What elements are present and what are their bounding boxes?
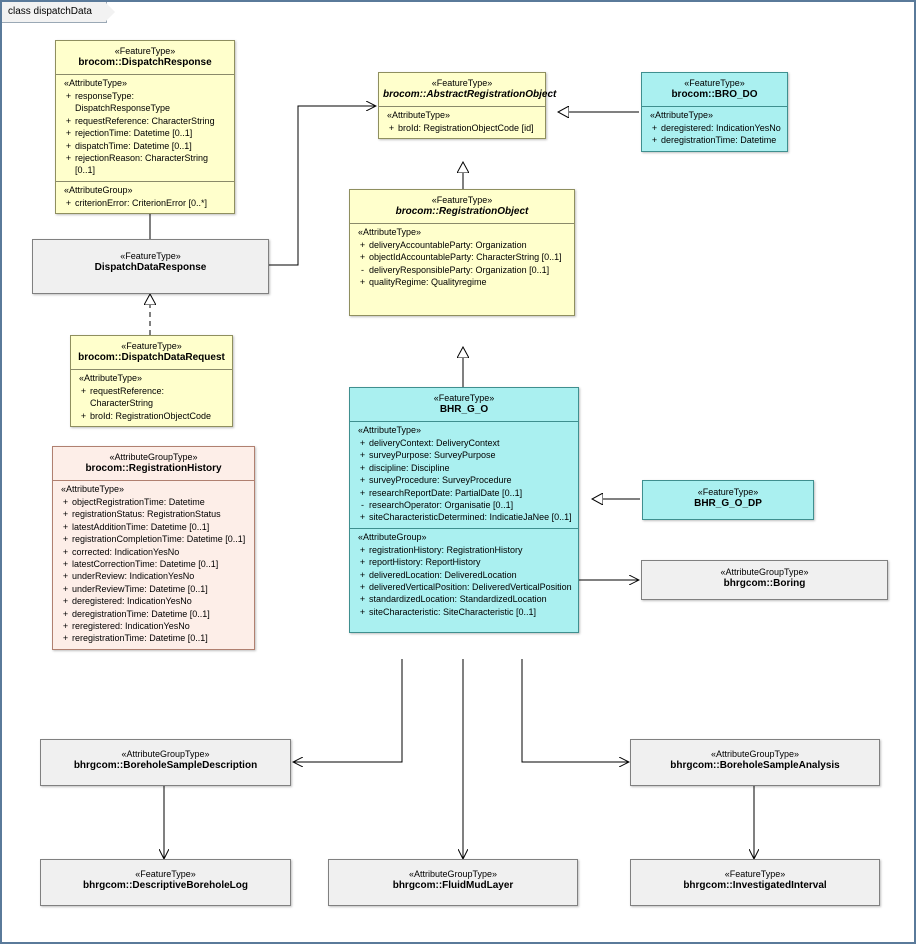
class-registration-history[interactable] bbox=[52, 446, 255, 650]
attribute-row bbox=[57, 620, 250, 632]
class-dispatch-response[interactable] bbox=[55, 40, 235, 214]
attribute-text: registrationCompletionTime: Datetime [0..1] bbox=[72, 534, 246, 545]
visibility: + bbox=[359, 475, 366, 486]
attribute-row bbox=[354, 462, 574, 474]
visibility: + bbox=[65, 91, 72, 101]
visibility: + bbox=[388, 123, 395, 133]
attribute-row bbox=[354, 544, 574, 556]
class-stereotype: «FeatureType» bbox=[120, 251, 181, 261]
attribute-text: criterionError: CriterionError [0..*] bbox=[75, 197, 208, 208]
class-section bbox=[379, 106, 545, 138]
attribute-text: reportHistory: ReportHistory bbox=[369, 557, 481, 568]
class-header bbox=[350, 190, 574, 223]
class-stereotype: «FeatureType» bbox=[433, 393, 495, 403]
attribute-row bbox=[57, 595, 250, 607]
class-stereotype: «AttributeGroupType» bbox=[121, 749, 210, 759]
attribute-row bbox=[75, 385, 228, 410]
attribute-text: dispatchTime: Datetime [0..1] bbox=[75, 140, 192, 151]
attribute-row bbox=[60, 127, 230, 139]
visibility: + bbox=[651, 123, 658, 133]
attribute-row bbox=[354, 593, 574, 605]
class-section bbox=[350, 528, 578, 632]
class-section bbox=[350, 223, 574, 315]
attribute-row bbox=[354, 487, 574, 499]
visibility: + bbox=[359, 438, 366, 448]
attribute-row bbox=[60, 115, 230, 127]
class-name: brocom::DispatchResponse bbox=[78, 57, 212, 68]
attribute-text: siteCharacteristicDetermined: IndicatieJaNee [0..1] bbox=[369, 512, 572, 523]
attribute-row bbox=[354, 239, 570, 251]
class-header bbox=[631, 860, 879, 897]
visibility: + bbox=[62, 583, 69, 594]
diagram-tab: class dispatchData bbox=[2, 2, 107, 23]
visibility: + bbox=[62, 621, 69, 632]
class-section bbox=[71, 369, 232, 426]
attribute-text: deregistered: IndicationYesNo bbox=[72, 596, 192, 607]
class-boring[interactable] bbox=[641, 560, 888, 600]
attribute-text: qualityRegime: Qualityregime bbox=[369, 277, 487, 288]
attribute-row bbox=[354, 437, 574, 449]
attribute-text: deregistrationTime: Datetime [0..1] bbox=[72, 608, 210, 619]
class-name: bhrgcom::BoreholeSampleDescription bbox=[73, 760, 258, 771]
attribute-row bbox=[57, 546, 250, 558]
class-name: brocom::DispatchDataRequest bbox=[78, 352, 225, 363]
class-header bbox=[71, 336, 232, 369]
attribute-text: standardizedLocation: StandardizedLocation bbox=[369, 594, 547, 605]
visibility: + bbox=[359, 544, 366, 555]
class-name: brocom::BRO_DO bbox=[671, 89, 758, 100]
section-title: «AttributeType» bbox=[650, 110, 714, 120]
attribute-text: rejectionReason: CharacterString [0..1] bbox=[75, 153, 209, 176]
section-title: «AttributeType» bbox=[61, 484, 125, 494]
attribute-row bbox=[354, 251, 570, 263]
attribute-text: underReviewTime: Datetime [0..1] bbox=[72, 583, 208, 594]
attribute-row bbox=[646, 134, 783, 146]
class-descriptive-borehole-log[interactable] bbox=[40, 859, 291, 906]
class-stereotype: «AttributeGroupType» bbox=[408, 869, 498, 879]
attribute-text: surveyPurpose: SurveyPurpose bbox=[369, 450, 496, 461]
attribute-row bbox=[60, 90, 230, 115]
visibility: + bbox=[65, 197, 72, 208]
section-title: «AttributeGroup» bbox=[358, 531, 427, 542]
class-investigated-interval[interactable] bbox=[630, 859, 880, 906]
attribute-row bbox=[354, 264, 570, 276]
attribute-row bbox=[60, 197, 230, 209]
visibility: + bbox=[359, 487, 366, 498]
class-name: bhrgcom::DescriptiveBoreholeLog bbox=[82, 880, 249, 891]
section-title: «AttributeType» bbox=[387, 110, 451, 120]
visibility: + bbox=[65, 115, 72, 126]
section-title: «AttributeType» bbox=[64, 78, 128, 88]
class-section bbox=[56, 181, 234, 213]
visibility: - bbox=[361, 500, 364, 511]
attribute-text: underReview: IndicationYesNo bbox=[72, 571, 195, 582]
class-header bbox=[329, 860, 577, 897]
class-stereotype: «AttributeGroupType» bbox=[109, 452, 198, 462]
attribute-row bbox=[75, 410, 228, 422]
class-dispatch-data-response[interactable] bbox=[32, 239, 269, 294]
class-name: bhrgcom::FluidMudLayer bbox=[392, 880, 514, 891]
visibility: + bbox=[359, 582, 366, 593]
class-header bbox=[642, 73, 787, 106]
attribute-row bbox=[354, 556, 574, 568]
class-borehole-sample-analysis[interactable] bbox=[630, 739, 880, 786]
class-header bbox=[56, 41, 234, 74]
class-stereotype: «FeatureType» bbox=[724, 869, 786, 879]
visibility: + bbox=[359, 240, 366, 250]
class-name: bhrgcom::BoreholeSampleAnalysis bbox=[670, 760, 840, 771]
visibility: - bbox=[361, 264, 364, 275]
class-header bbox=[33, 240, 268, 279]
attribute-text: reregistered: IndicationYesNo bbox=[72, 621, 190, 632]
attribute-text: discipline: Discipline bbox=[369, 462, 450, 473]
class-section bbox=[53, 480, 254, 649]
attribute-text: researchReportDate: PartialDate [0..1] bbox=[369, 487, 523, 498]
visibility: + bbox=[651, 135, 658, 146]
visibility: + bbox=[359, 462, 366, 473]
attribute-row bbox=[57, 632, 250, 644]
visibility: + bbox=[359, 606, 366, 617]
section-title: «AttributeType» bbox=[358, 425, 422, 435]
visibility: + bbox=[62, 596, 69, 607]
attribute-row bbox=[57, 496, 250, 508]
class-stereotype: «FeatureType» bbox=[114, 46, 176, 56]
class-section bbox=[642, 106, 787, 151]
visibility: + bbox=[80, 410, 87, 421]
attribute-text: deliveryResponsibleParty: Organization [0..1] bbox=[369, 264, 550, 275]
attribute-row bbox=[354, 569, 574, 581]
attribute-text: deliveredVerticalPosition: DeliveredVerticalPosition bbox=[369, 582, 572, 593]
attribute-text: registrationHistory: RegistrationHistory bbox=[369, 544, 523, 555]
attribute-text: latestCorrectionTime: Datetime [0..1] bbox=[72, 559, 219, 570]
class-name: DispatchDataResponse bbox=[94, 262, 207, 273]
attribute-text: deliveryContext: DeliveryContext bbox=[369, 438, 500, 448]
class-bhr-g-o[interactable] bbox=[349, 387, 579, 633]
class-stereotype: «FeatureType» bbox=[121, 341, 182, 351]
attribute-text: objectIdAccountableParty: CharacterString [0..1] bbox=[369, 252, 562, 263]
visibility: + bbox=[359, 594, 366, 605]
attribute-text: responseType: DispatchResponseType bbox=[75, 91, 171, 114]
attribute-row bbox=[57, 521, 250, 533]
visibility: + bbox=[62, 559, 69, 570]
attribute-text: corrected: IndicationYesNo bbox=[72, 546, 180, 557]
attribute-text: reregistrationTime: Datetime [0..1] bbox=[72, 633, 208, 644]
attribute-text: broId: RegistrationObjectCode [id] bbox=[398, 123, 534, 133]
class-header bbox=[350, 388, 578, 421]
class-stereotype: «FeatureType» bbox=[431, 195, 493, 205]
visibility: + bbox=[62, 497, 69, 507]
class-name: brocom::RegistrationHistory bbox=[85, 463, 222, 474]
class-fluid-mud-layer[interactable] bbox=[328, 859, 578, 906]
visibility: + bbox=[62, 521, 69, 532]
class-stereotype: «AttributeGroupType» bbox=[710, 749, 800, 759]
class-stereotype: «FeatureType» bbox=[684, 78, 745, 88]
attribute-row bbox=[354, 581, 574, 593]
visibility: + bbox=[65, 153, 72, 164]
attribute-row bbox=[57, 570, 250, 582]
attribute-text: registrationStatus: RegistrationStatus bbox=[72, 509, 221, 520]
visibility: + bbox=[62, 534, 69, 545]
attribute-row bbox=[354, 511, 574, 523]
class-name: brocom::AbstractRegistrationObject bbox=[383, 89, 557, 100]
class-name: bhrgcom::InvestigatedInterval bbox=[683, 880, 827, 891]
attribute-text: broId: RegistrationObjectCode bbox=[90, 410, 212, 421]
class-header bbox=[41, 860, 290, 897]
attribute-row bbox=[57, 583, 250, 595]
visibility: + bbox=[62, 546, 69, 557]
class-stereotype: «AttributeGroupType» bbox=[720, 567, 809, 577]
class-section bbox=[56, 74, 234, 181]
class-name: BHR_G_O bbox=[439, 404, 489, 415]
visibility: + bbox=[62, 633, 69, 644]
class-header bbox=[41, 740, 290, 777]
attribute-row bbox=[57, 508, 250, 520]
visibility: + bbox=[62, 608, 69, 619]
attribute-text: deregistered: IndicationYesNo bbox=[661, 123, 781, 133]
visibility: + bbox=[359, 277, 366, 288]
attribute-text: rejectionTime: Datetime [0..1] bbox=[75, 128, 193, 139]
class-bhr-g-o-dp[interactable] bbox=[642, 480, 814, 520]
attribute-text: deliveryAccountableParty: Organization bbox=[369, 240, 527, 250]
visibility: + bbox=[62, 571, 69, 582]
attribute-row bbox=[354, 474, 574, 486]
attribute-row bbox=[354, 276, 570, 288]
class-borehole-sample-description[interactable] bbox=[40, 739, 291, 786]
class-bro-do[interactable] bbox=[641, 72, 788, 152]
attribute-text: deregistrationTime: Datetime bbox=[661, 135, 777, 146]
class-registration-object[interactable] bbox=[349, 189, 575, 316]
attribute-row bbox=[60, 140, 230, 152]
class-header bbox=[643, 481, 813, 515]
visibility: + bbox=[65, 128, 72, 139]
attribute-row bbox=[57, 608, 250, 620]
visibility: + bbox=[62, 509, 69, 520]
section-title: «AttributeGroup» bbox=[64, 184, 133, 195]
visibility: + bbox=[359, 512, 366, 523]
class-stereotype: «FeatureType» bbox=[135, 869, 196, 879]
attribute-row bbox=[354, 449, 574, 461]
visibility: + bbox=[359, 252, 366, 263]
class-name: brocom::RegistrationObject bbox=[395, 206, 529, 217]
class-dispatch-data-request[interactable] bbox=[70, 335, 233, 427]
class-header bbox=[379, 73, 557, 106]
class-stereotype: «FeatureType» bbox=[697, 487, 759, 497]
attribute-text: objectRegistrationTime: Datetime bbox=[72, 497, 205, 507]
attribute-text: requestReference: CharacterString bbox=[90, 386, 165, 409]
attribute-row bbox=[60, 152, 230, 177]
attribute-row bbox=[383, 122, 541, 134]
class-header bbox=[642, 561, 887, 595]
visibility: + bbox=[65, 140, 72, 151]
attribute-row bbox=[354, 606, 574, 618]
class-abstract-registration-object[interactable] bbox=[378, 72, 557, 139]
section-title: «AttributeType» bbox=[79, 373, 143, 383]
class-stereotype: «FeatureType» bbox=[431, 78, 493, 88]
attribute-text: deliveredLocation: DeliveredLocation bbox=[369, 569, 517, 580]
class-header bbox=[53, 447, 254, 480]
attribute-text: requestReference: CharacterString bbox=[75, 115, 215, 126]
attribute-text: siteCharacteristic: SiteCharacteristic [0..1] bbox=[369, 606, 537, 617]
attribute-row bbox=[57, 558, 250, 570]
attribute-row bbox=[354, 499, 574, 511]
attribute-text: researchOperator: Organisatie [0..1] bbox=[369, 500, 514, 511]
visibility: + bbox=[359, 450, 366, 461]
visibility: + bbox=[359, 557, 366, 568]
visibility: + bbox=[359, 569, 366, 580]
class-name: BHR_G_O_DP bbox=[694, 498, 762, 509]
attribute-row bbox=[646, 122, 783, 134]
class-name: bhrgcom::Boring bbox=[723, 578, 806, 589]
visibility: + bbox=[80, 386, 87, 396]
class-section bbox=[350, 421, 578, 528]
class-header bbox=[631, 740, 879, 777]
attribute-text: latestAdditionTime: Datetime [0..1] bbox=[72, 521, 210, 532]
section-title: «AttributeType» bbox=[358, 227, 422, 237]
attribute-text: surveyProcedure: SurveyProcedure bbox=[369, 475, 512, 486]
attribute-row bbox=[57, 533, 250, 545]
